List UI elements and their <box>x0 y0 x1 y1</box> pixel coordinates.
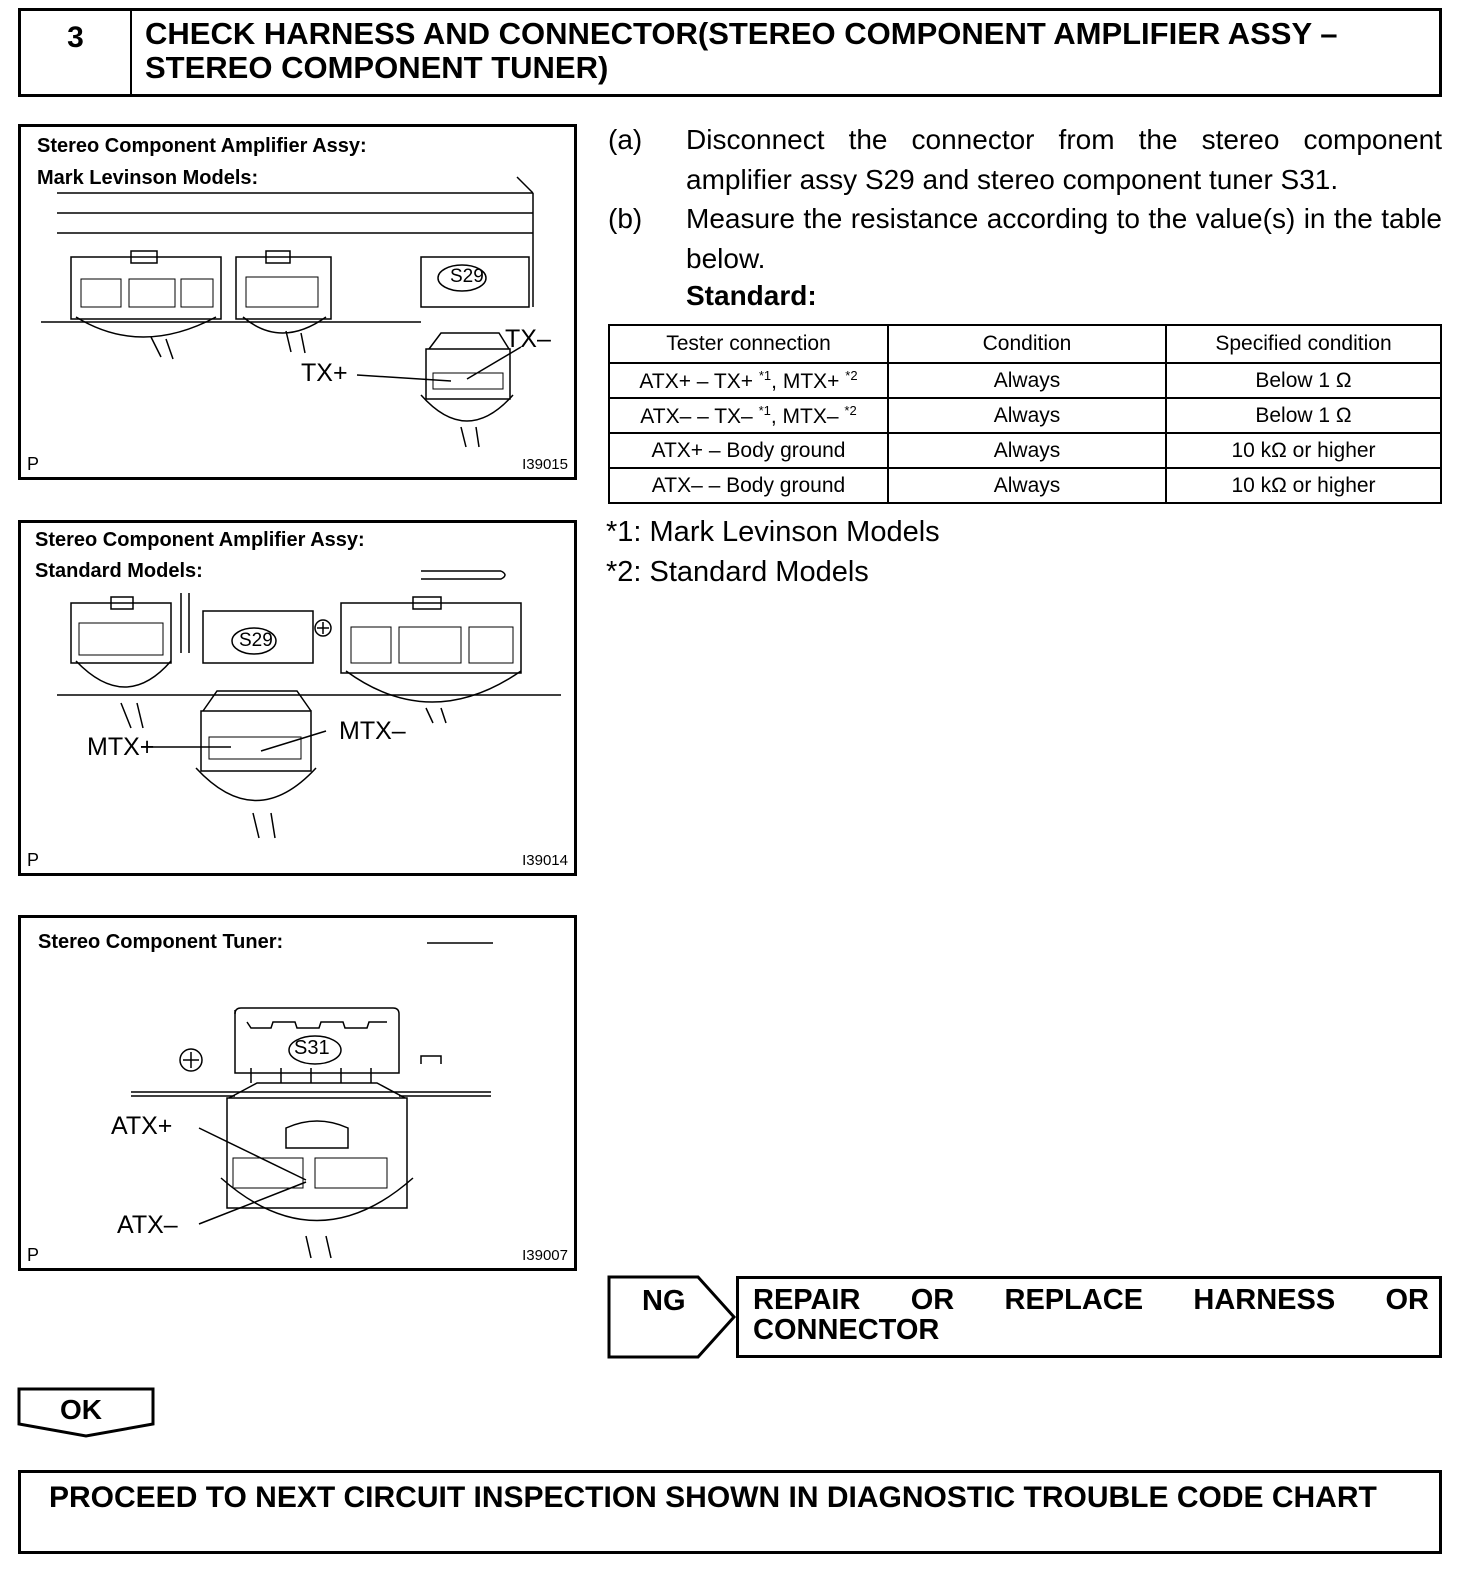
instruction-marker: (a) <box>608 124 643 155</box>
spec-cell: Below 1 Ω <box>1166 398 1441 433</box>
figure-id: I39014 <box>522 852 568 869</box>
standard-label: Standard: <box>686 280 817 311</box>
connector-id: S31 <box>294 1037 330 1059</box>
step-header <box>18 8 1442 97</box>
table-row <box>609 363 1441 398</box>
instruction-text: Disconnect the connector from the stereo component amplifier assy S29 and stereo component tuner S31. <box>686 124 1442 195</box>
figure-caption: Stereo Component Tuner: <box>38 931 284 953</box>
figure-id: I39015 <box>522 456 568 473</box>
table-row <box>609 433 1441 468</box>
figure-amplifier-mark-levinson <box>18 124 577 480</box>
column-header: Tester connection <box>609 325 888 363</box>
figure-caption: Stereo Component Amplifier Assy: <box>37 135 367 157</box>
step-number: 3 <box>21 11 132 94</box>
figure-amplifier-standard <box>18 520 577 876</box>
spec-cell: Below 1 Ω <box>1166 363 1441 398</box>
spec-cell: 10 kΩ or higher <box>1166 433 1441 468</box>
tester-connection-cell: ATX+ – TX+ $^{*1}$, MTX+ $^{*2}$ <box>609 363 888 398</box>
spec-table <box>608 324 1442 504</box>
connector-id: S29 <box>450 266 484 287</box>
condition-cell: Always <box>888 468 1166 503</box>
step-title: CHECK HARNESS AND CONNECTOR(STEREO COMPONENT AMPLIFIER ASSY – STEREO COMPONENT TUNER) <box>145 16 1338 85</box>
spec-cell: 10 kΩ or higher <box>1166 468 1441 503</box>
footnote: *1: Mark Levinson Models <box>606 516 940 548</box>
connector-id: S29 <box>239 630 273 651</box>
instruction-a <box>608 120 1442 200</box>
figure-corner-mark: P <box>27 454 40 474</box>
condition-cell: Always <box>888 363 1166 398</box>
figure-caption: Stereo Component Amplifier Assy: <box>35 529 365 551</box>
ng-label: NG <box>642 1285 686 1317</box>
terminal-label-plus: MTX+ <box>87 733 155 761</box>
ng-action-line2: CONNECTOR <box>753 1314 940 1346</box>
terminal-label-minus: MTX– <box>339 717 406 745</box>
figure-subcaption: Standard Models: <box>35 560 203 582</box>
terminal-label-plus: TX+ <box>301 359 348 387</box>
figure-tuner <box>18 915 577 1271</box>
table-row <box>609 398 1441 433</box>
tester-connection-cell: ATX– – TX– $^{*1}$, MTX– $^{*2}$ <box>609 398 888 433</box>
final-action-box <box>18 1470 1442 1554</box>
figure-corner-mark: P <box>27 1245 40 1265</box>
terminal-label-minus: TX– <box>505 325 551 353</box>
terminal-label-minus: ATX– <box>117 1211 178 1239</box>
terminal-label-plus: ATX+ <box>111 1112 173 1140</box>
figure-corner-mark: P <box>27 850 40 870</box>
ng-action-line1: REPAIR OR REPLACE HARNESS OR <box>753 1284 1429 1316</box>
table-row <box>609 468 1441 503</box>
final-action-text: PROCEED TO NEXT CIRCUIT INSPECTION SHOWN IN DIAGNOSTIC TROUBLE CODE CHART <box>49 1481 1377 1514</box>
tester-connection-cell: ATX– – Body ground <box>609 468 888 503</box>
table-header-row <box>609 325 1441 363</box>
ok-label: OK <box>60 1394 102 1425</box>
instruction-text: Measure the resistance according to the value(s) in the table below. <box>686 203 1442 274</box>
column-header: Condition <box>888 325 1166 363</box>
condition-cell: Always <box>888 433 1166 468</box>
condition-cell: Always <box>888 398 1166 433</box>
column-header: Specified condition <box>1166 325 1441 363</box>
ng-action-box <box>736 1276 1442 1358</box>
figure-id: I39007 <box>522 1247 568 1264</box>
tester-connection-cell: ATX+ – Body ground <box>609 433 888 468</box>
instruction-marker: (b) <box>608 203 643 234</box>
instruction-b <box>608 199 1442 279</box>
figure-subcaption: Mark Levinson Models: <box>37 167 259 189</box>
tuner-diagram <box>21 918 574 1268</box>
footnote: *2: Standard Models <box>606 556 869 588</box>
